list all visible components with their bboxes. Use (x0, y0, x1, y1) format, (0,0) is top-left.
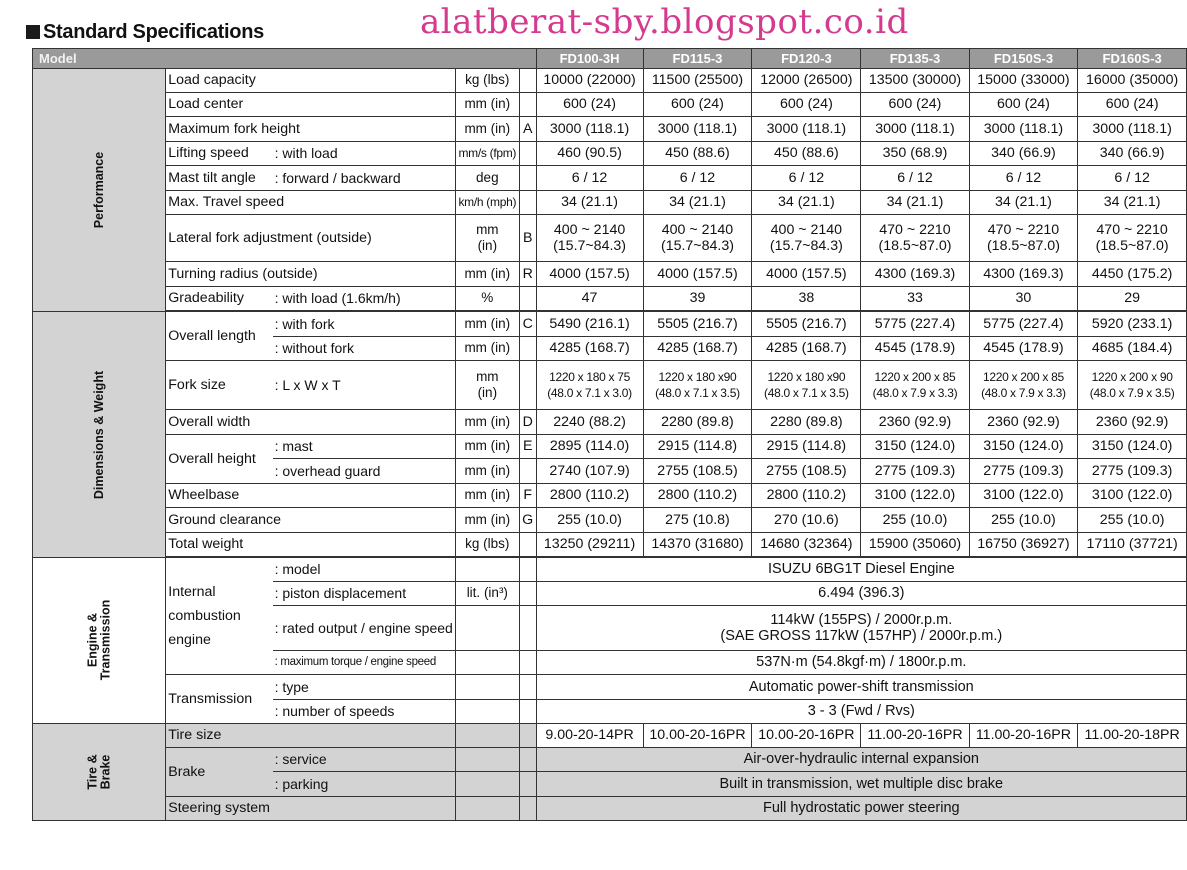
ref-letter: E (519, 434, 536, 459)
value-cell: 5775 (227.4) (861, 312, 969, 337)
unit-cell: mm (in) (455, 262, 519, 287)
ref-letter: R (519, 262, 536, 287)
value-cell: 3100 (122.0) (969, 483, 1078, 508)
model-header-cell: FD150S-3 (969, 49, 1078, 69)
row-label: Maximum fork height (166, 117, 456, 142)
unit-cell: mm (in) (455, 459, 519, 484)
value-cell: 2915 (114.8) (752, 434, 861, 459)
value-cell: 4300 (169.3) (861, 262, 969, 287)
value-cell: 15900 (35060) (861, 532, 969, 557)
row-sublabel: : type (273, 675, 456, 700)
table-row (33, 117, 1187, 142)
value-cell: 450 (88.6) (752, 141, 861, 166)
table-row (33, 141, 1187, 166)
value-cell: 14680 (32364) (752, 532, 861, 557)
value-cell: Automatic power-shift transmission (536, 675, 1186, 700)
value-cell: 400 ~ 2140 (15.7~84.3) (536, 215, 643, 262)
value-cell: 2775 (109.3) (861, 459, 969, 484)
value-cell: 47 (536, 286, 643, 311)
value-cell: 270 (10.6) (752, 508, 861, 533)
section-performance: Performance (33, 69, 166, 312)
value-cell: 3100 (122.0) (1078, 483, 1187, 508)
value-cell: 11.00-20-16PR (969, 724, 1078, 748)
value-cell: 4000 (157.5) (752, 262, 861, 287)
row-label: Ground clearance (166, 508, 456, 533)
value-cell: 450 (88.6) (643, 141, 752, 166)
section-dimensions: Dimensions & Weight (33, 312, 166, 558)
unit-cell: mm (in) (455, 117, 519, 142)
row-sublabel: : with load (1.6km/h) (273, 286, 456, 311)
ref-letter: D (519, 410, 536, 435)
value-cell: 3000 (118.1) (643, 117, 752, 142)
value-cell: 5490 (216.1) (536, 312, 643, 337)
unit-cell: mm (in) (455, 361, 519, 410)
value-cell: 400 ~ 2140 (15.7~84.3) (752, 215, 861, 262)
value-cell: 2800 (110.2) (536, 483, 643, 508)
table-row (33, 69, 1187, 93)
table-row (33, 434, 1187, 459)
value-cell: 2775 (109.3) (969, 459, 1078, 484)
value-cell: 2280 (89.8) (752, 410, 861, 435)
value-cell: 38 (752, 286, 861, 311)
watermark: alatberat-sby.blogspot.co.id (420, 2, 909, 42)
value-cell: 4545 (178.9) (969, 336, 1078, 361)
value-cell: 4545 (178.9) (861, 336, 969, 361)
value-cell: 34 (21.1) (752, 190, 861, 215)
value-cell: 4285 (168.7) (752, 336, 861, 361)
unit-cell: mm (in) (455, 312, 519, 337)
row-label-engine: Internal combustion engine (166, 558, 273, 675)
value-cell: 3000 (118.1) (969, 117, 1078, 142)
value-cell: 400 ~ 2140 (15.7~84.3) (643, 215, 752, 262)
table-row (33, 558, 1187, 582)
value-cell: 5505 (216.7) (752, 312, 861, 337)
row-label: Load capacity (166, 69, 456, 93)
value-cell: 39 (643, 286, 752, 311)
ref-letter: C (519, 312, 536, 337)
value-cell: 2775 (109.3) (1078, 459, 1187, 484)
page-title (26, 18, 264, 46)
value-cell: 255 (10.0) (861, 508, 969, 533)
row-sublabel: : service (273, 747, 456, 772)
value-cell: 16750 (36927) (969, 532, 1078, 557)
table-row (33, 532, 1187, 557)
ref-letter: B (519, 215, 536, 262)
model-header-cell: FD120-3 (752, 49, 861, 69)
table-row (33, 747, 1187, 772)
value-cell: 4000 (157.5) (643, 262, 752, 287)
value-cell: 10.00-20-16PR (643, 724, 752, 748)
table-row (33, 410, 1187, 435)
unit-cell: deg (455, 166, 519, 191)
value-cell: 11.00-20-18PR (1078, 724, 1187, 748)
value-cell: 2915 (114.8) (643, 434, 752, 459)
value-cell: 2755 (108.5) (752, 459, 861, 484)
row-label: Brake (166, 747, 273, 796)
value-cell: 10000 (22000) (536, 69, 643, 93)
model-header-cell: FD135-3 (861, 49, 969, 69)
row-label: Lateral fork adjustment (outside) (166, 215, 456, 262)
value-cell: 4685 (184.4) (1078, 336, 1187, 361)
value-cell: 2360 (92.9) (861, 410, 969, 435)
value-cell: 2240 (88.2) (536, 410, 643, 435)
title-square-icon (26, 25, 40, 39)
table-row (33, 361, 1187, 410)
value-cell: 13500 (30000) (861, 69, 969, 93)
value-cell: 470 ~ 2210 (18.5~87.0) (1078, 215, 1187, 262)
value-cell: 1220 x 200 x 85 (48.0 x 7.9 x 3.3) (861, 361, 969, 410)
value-cell: 3000 (118.1) (536, 117, 643, 142)
row-sublabel: : overhead guard (273, 459, 456, 484)
row-label: Overall height (166, 434, 273, 483)
table-row (33, 92, 1187, 117)
value-cell: 34 (21.1) (536, 190, 643, 215)
value-cell: 34 (21.1) (643, 190, 752, 215)
value-cell: Air-over-hydraulic internal expansion (536, 747, 1186, 772)
row-label: Fork size (166, 361, 273, 410)
row-label: Steering system (166, 796, 456, 821)
value-cell: 5775 (227.4) (969, 312, 1078, 337)
value-cell: 29 (1078, 286, 1187, 311)
value-cell: 2755 (108.5) (643, 459, 752, 484)
row-sublabel: : L x W x T (273, 361, 456, 410)
unit-cell: mm (in) (455, 92, 519, 117)
row-sublabel: : number of speeds (273, 699, 456, 724)
unit-cell: mm (in) (455, 410, 519, 435)
value-cell: 1220 x 180 x 75 (48.0 x 7.1 x 3.0) (536, 361, 643, 410)
row-sublabel: : piston displacement (273, 581, 456, 606)
value-cell: 34 (21.1) (861, 190, 969, 215)
row-sublabel: : without fork (273, 336, 456, 361)
value-cell: 1220 x 200 x 85 (48.0 x 7.9 x 3.3) (969, 361, 1078, 410)
unit-cell: mm (in) (455, 336, 519, 361)
table-row (33, 262, 1187, 287)
value-cell: 600 (24) (969, 92, 1078, 117)
table-row (33, 286, 1187, 311)
row-label: Max. Travel speed (166, 190, 456, 215)
value-cell: 4450 (175.2) (1078, 262, 1187, 287)
value-cell: 255 (10.0) (969, 508, 1078, 533)
value-cell: 3150 (124.0) (969, 434, 1078, 459)
ref-letter: A (519, 117, 536, 142)
value-cell: 13250 (29211) (536, 532, 643, 557)
row-sublabel: : with load (273, 141, 456, 166)
value-cell: 3 - 3 (Fwd / Rvs) (536, 699, 1186, 724)
value-cell: 2740 (107.9) (536, 459, 643, 484)
value-cell: 12000 (26500) (752, 69, 861, 93)
value-cell: 33 (861, 286, 969, 311)
row-label: Load center (166, 92, 456, 117)
value-cell: 6 / 12 (536, 166, 643, 191)
table-row (33, 215, 1187, 262)
value-cell: 600 (24) (752, 92, 861, 117)
value-cell: 5505 (216.7) (643, 312, 752, 337)
value-cell: 2895 (114.0) (536, 434, 643, 459)
row-sublabel: : rated output / engine speed (273, 606, 456, 651)
unit-cell: lit. (in³) (455, 581, 519, 606)
row-sublabel: : parking (273, 772, 456, 797)
value-cell: 275 (10.8) (643, 508, 752, 533)
value-cell: 16000 (35000) (1078, 69, 1187, 93)
value-cell: 14370 (31680) (643, 532, 752, 557)
model-header-cell: FD115-3 (643, 49, 752, 69)
table-row (33, 675, 1187, 700)
value-cell: 600 (24) (861, 92, 969, 117)
value-cell: 6 / 12 (1078, 166, 1187, 191)
unit-cell: mm (in) (455, 508, 519, 533)
value-cell: 10.00-20-16PR (752, 724, 861, 748)
value-cell: 6 / 12 (752, 166, 861, 191)
row-label: Overall width (166, 410, 456, 435)
value-cell: 11500 (25500) (643, 69, 752, 93)
value-cell: 600 (24) (1078, 92, 1187, 117)
section-engine: Engine & Transmission (33, 558, 166, 724)
value-cell: 3150 (124.0) (861, 434, 969, 459)
ref-letter: G (519, 508, 536, 533)
value-cell: 34 (21.1) (1078, 190, 1187, 215)
unit-cell: mm (in) (455, 434, 519, 459)
value-cell: 6.494 (396.3) (536, 581, 1186, 606)
value-cell: 3000 (118.1) (752, 117, 861, 142)
value-cell: 1220 x 180 x90 (48.0 x 7.1 x 3.5) (643, 361, 752, 410)
header-row (33, 49, 1187, 69)
value-cell: 15000 (33000) (969, 69, 1078, 93)
value-cell: 470 ~ 2210 (18.5~87.0) (861, 215, 969, 262)
value-cell: 1220 x 180 x90 (48.0 x 7.1 x 3.5) (752, 361, 861, 410)
value-cell: 2360 (92.9) (969, 410, 1078, 435)
value-cell: 11.00-20-16PR (861, 724, 969, 748)
value-cell: 5920 (233.1) (1078, 312, 1187, 337)
table-row (33, 483, 1187, 508)
row-sublabel: : forward / backward (273, 166, 456, 191)
value-cell: 1220 x 200 x 90 (48.0 x 7.9 x 3.5) (1078, 361, 1187, 410)
value-cell: 460 (90.5) (536, 141, 643, 166)
value-cell: 255 (10.0) (536, 508, 643, 533)
value-cell: 3000 (118.1) (1078, 117, 1187, 142)
section-tire-brake: Tire & Brake (33, 724, 166, 821)
value-cell: 9.00-20-14PR (536, 724, 643, 748)
row-label: Tire size (166, 724, 456, 748)
value-cell: 255 (10.0) (1078, 508, 1187, 533)
value-cell: 34 (21.1) (969, 190, 1078, 215)
value-cell: 350 (68.9) (861, 141, 969, 166)
table-row (33, 312, 1187, 337)
row-label: Transmission (166, 675, 273, 724)
value-cell: 537N·m (54.8kgf·m) / 1800r.p.m. (536, 650, 1186, 675)
value-cell: 2360 (92.9) (1078, 410, 1187, 435)
table-row (33, 508, 1187, 533)
row-label: Turning radius (outside) (166, 262, 456, 287)
ref-letter: F (519, 483, 536, 508)
value-cell: 340 (66.9) (1078, 141, 1187, 166)
model-header-cell: FD160S-3 (1078, 49, 1187, 69)
row-sublabel: : maximum torque / engine speed (273, 650, 456, 675)
unit-cell: mm (in) (455, 215, 519, 262)
value-cell: 114kW (155PS) / 2000r.p.m. (SAE GROSS 117kW (157HP) / 2000r.p.m.) (536, 606, 1186, 651)
model-header-cell: FD100-3H (536, 49, 643, 69)
value-cell: ISUZU 6BG1T Diesel Engine (536, 558, 1186, 582)
row-label: Mast tilt angle (166, 166, 273, 191)
value-cell: 6 / 12 (861, 166, 969, 191)
value-cell: 6 / 12 (643, 166, 752, 191)
value-cell: 30 (969, 286, 1078, 311)
value-cell: 470 ~ 2210 (18.5~87.0) (969, 215, 1078, 262)
model-header: Model (33, 49, 537, 69)
value-cell: 17110 (37721) (1078, 532, 1187, 557)
value-cell: 4300 (169.3) (969, 262, 1078, 287)
value-cell: 340 (66.9) (969, 141, 1078, 166)
value-cell: 2800 (110.2) (643, 483, 752, 508)
row-label: Overall length (166, 312, 273, 361)
table-row (33, 166, 1187, 191)
row-sublabel: : model (273, 558, 456, 582)
value-cell: 3150 (124.0) (1078, 434, 1187, 459)
row-label: Lifting speed (166, 141, 273, 166)
unit-cell: km/h (mph) (455, 190, 519, 215)
unit-cell: mm (in) (455, 483, 519, 508)
value-cell: 600 (24) (643, 92, 752, 117)
row-label: Total weight (166, 532, 456, 557)
row-label: Gradeability (166, 286, 273, 311)
unit-cell: mm/s (fpm) (455, 141, 519, 166)
table-row (33, 724, 1187, 748)
row-sublabel: : mast (273, 434, 456, 459)
value-cell: 4285 (168.7) (536, 336, 643, 361)
page-title-text: Standard Specifications (43, 20, 264, 43)
unit-cell: kg (lbs) (455, 532, 519, 557)
value-cell: 3000 (118.1) (861, 117, 969, 142)
value-cell: 2280 (89.8) (643, 410, 752, 435)
value-cell: 2800 (110.2) (752, 483, 861, 508)
value-cell: 4000 (157.5) (536, 262, 643, 287)
value-cell: Built in transmission, wet multiple disc brake (536, 772, 1186, 797)
value-cell: 6 / 12 (969, 166, 1078, 191)
value-cell: 600 (24) (536, 92, 643, 117)
value-cell: 4285 (168.7) (643, 336, 752, 361)
table-row (33, 796, 1187, 821)
specifications-table (32, 48, 1187, 821)
unit-cell: kg (lbs) (455, 69, 519, 93)
value-cell: Full hydrostatic power steering (536, 796, 1186, 821)
value-cell: 3100 (122.0) (861, 483, 969, 508)
unit-cell: % (455, 286, 519, 311)
row-sublabel: : with fork (273, 312, 456, 337)
row-label: Wheelbase (166, 483, 456, 508)
table-row (33, 190, 1187, 215)
